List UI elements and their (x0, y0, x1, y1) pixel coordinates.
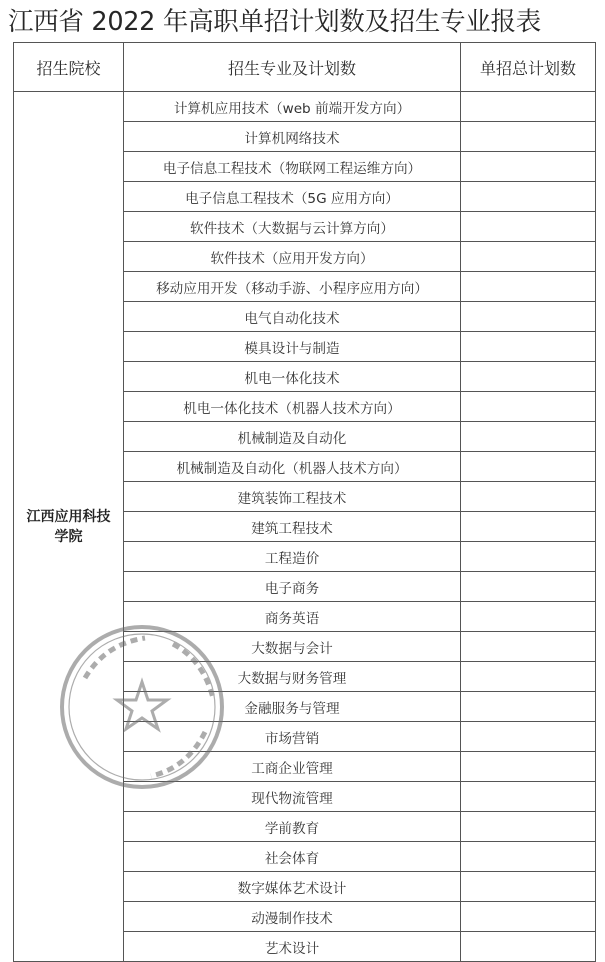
table-row (14, 92, 596, 122)
quota-cell (461, 872, 596, 902)
table-body (14, 92, 596, 962)
major-cell: 大数据与财务管理 (124, 662, 461, 692)
quota-cell (461, 572, 596, 602)
quota-cell (461, 422, 596, 452)
quota-cell (461, 452, 596, 482)
quota-cell (461, 332, 596, 362)
school-name: 江西应用科技学院 (26, 508, 111, 545)
quota-cell (461, 752, 596, 782)
quota-cell (461, 212, 596, 242)
header-quota: 单招总计划数 (461, 43, 596, 92)
quota-cell (461, 842, 596, 872)
quota-cell (461, 782, 596, 812)
quota-cell (461, 722, 596, 752)
major-cell: 金融服务与管理 (124, 692, 461, 722)
major-cell: 艺术设计 (124, 932, 461, 962)
quota-cell (461, 392, 596, 422)
major-cell: 动漫制作技术 (124, 902, 461, 932)
major-cell: 机械制造及自动化（机器人技术方向） (124, 452, 461, 482)
major-cell: 机电一体化技术 (124, 362, 461, 392)
major-cell: 数字媒体艺术设计 (124, 872, 461, 902)
quota-cell (461, 632, 596, 662)
major-cell: 现代物流管理 (124, 782, 461, 812)
quota-cell (461, 362, 596, 392)
quota-cell (461, 512, 596, 542)
quota-cell (461, 542, 596, 572)
quota-cell (461, 482, 596, 512)
quota-cell (461, 182, 596, 212)
major-cell: 大数据与会计 (124, 632, 461, 662)
enrollment-table (13, 42, 596, 962)
major-cell: 工程造价 (124, 542, 461, 572)
quota-cell (461, 932, 596, 962)
quota-cell (461, 92, 596, 122)
major-cell: 计算机网络技术 (124, 122, 461, 152)
quota-cell (461, 122, 596, 152)
table-header-row (14, 43, 596, 92)
major-cell: 学前教育 (124, 812, 461, 842)
header-school: 招生院校 (14, 43, 124, 92)
major-cell: 社会体育 (124, 842, 461, 872)
major-cell: 移动应用开发（移动手游、小程序应用方向） (124, 272, 461, 302)
quota-cell (461, 662, 596, 692)
major-cell: 软件技术（应用开发方向） (124, 242, 461, 272)
header-major: 招生专业及计划数 (124, 43, 461, 92)
quota-cell (461, 692, 596, 722)
major-cell: 机电一体化技术（机器人技术方向） (124, 392, 461, 422)
quota-cell (461, 902, 596, 932)
major-cell: 建筑装饰工程技术 (124, 482, 461, 512)
major-cell: 软件技术（大数据与云计算方向） (124, 212, 461, 242)
major-cell: 市场营销 (124, 722, 461, 752)
major-cell: 电子信息工程技术（5G 应用方向） (124, 182, 461, 212)
quota-cell (461, 302, 596, 332)
major-cell: 电子信息工程技术（物联网工程运维方向） (124, 152, 461, 182)
quota-cell (461, 152, 596, 182)
quota-cell (461, 242, 596, 272)
page-title: 江西省 2022 年高职单招计划数及招生专业报表 (8, 7, 541, 37)
major-cell: 计算机应用技术（web 前端开发方向） (124, 92, 461, 122)
quota-cell (461, 812, 596, 842)
school-cell (14, 92, 124, 962)
major-cell: 电子商务 (124, 572, 461, 602)
major-cell: 商务英语 (124, 602, 461, 632)
quota-cell (461, 602, 596, 632)
major-cell: 机械制造及自动化 (124, 422, 461, 452)
major-cell: 模具设计与制造 (124, 332, 461, 362)
major-cell: 电气自动化技术 (124, 302, 461, 332)
quota-cell (461, 272, 596, 302)
major-cell: 工商企业管理 (124, 752, 461, 782)
major-cell: 建筑工程技术 (124, 512, 461, 542)
